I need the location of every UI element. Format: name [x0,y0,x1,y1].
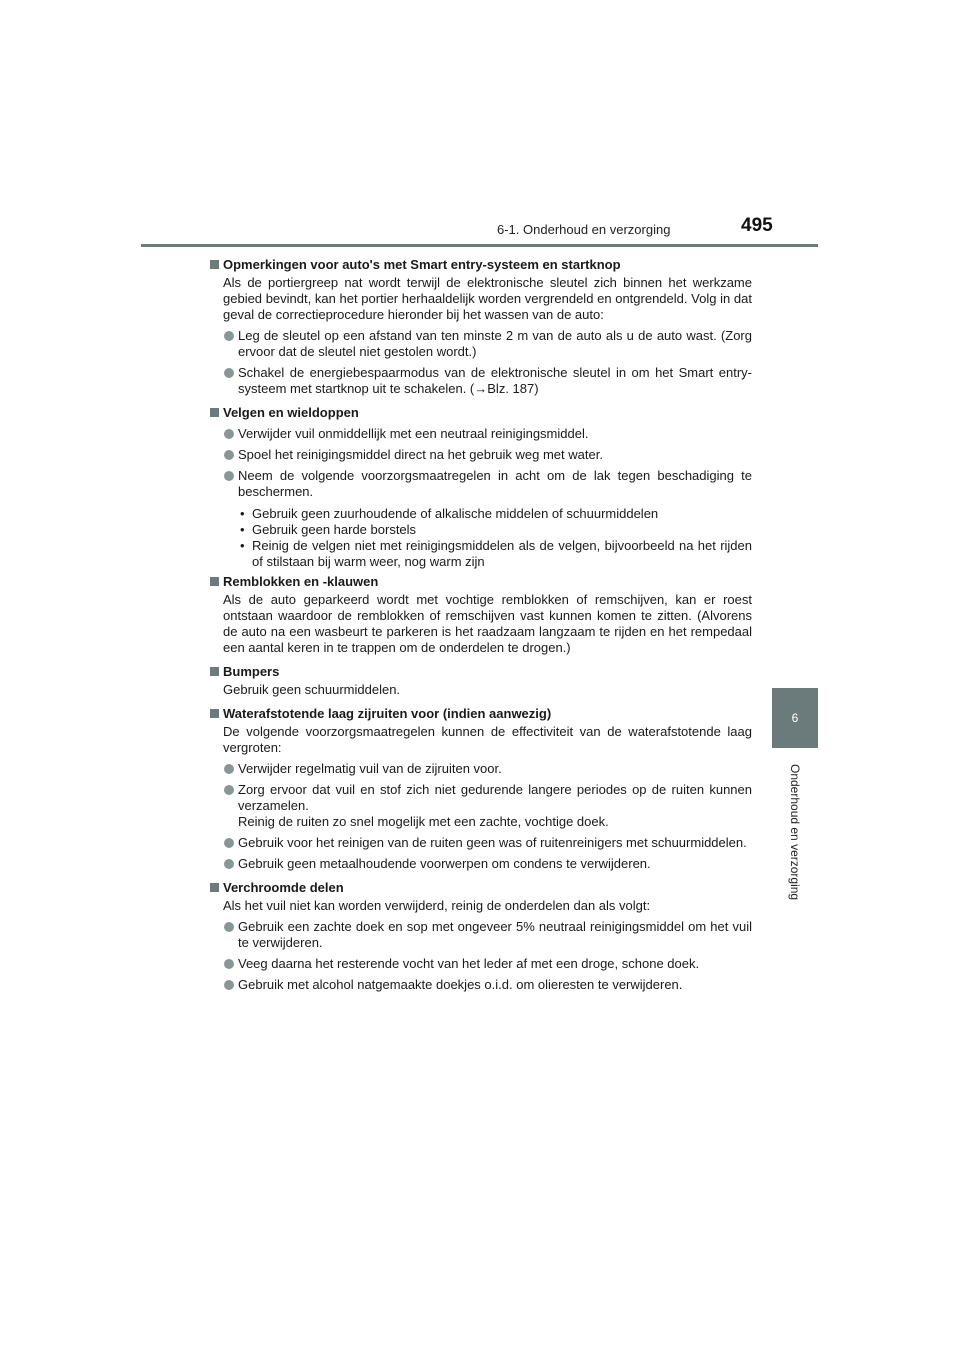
list-item-text: Verwijder regelmatig vuil van de zijruiten voor. [238,761,502,776]
list-item-text: Verwijder vuil onmiddellijk met een neutraal reinigingsmiddel. [238,426,589,441]
section-bumpers-heading [210,664,752,680]
list-item [210,977,752,993]
section-verchroomd-text: Als het vuil niet kan worden verwijderd, reinig de onderdelen dan als volgt: [223,898,651,913]
circle-bullet-icon [224,785,234,795]
sub-list-item [210,522,752,538]
circle-bullet-icon [224,764,234,774]
list-item [210,426,752,442]
list-item-text: Gebruik met alcohol natgemaakte doekjes o.i.d. om olieresten te verwijderen. [238,977,683,992]
sub-list-item [210,538,752,570]
circle-bullet-icon [224,838,234,848]
list-item [210,782,752,830]
list-item-extra-text: Reinig de ruiten zo snel mogelijk met een zachte, vochtige doek. [238,814,609,829]
section-title: Verchroomde delen [223,880,344,895]
sub-list-item-text: Gebruik geen harde borstels [252,522,417,537]
square-bullet-icon [210,408,219,417]
list-item-text: Zorg ervoor dat vuil en stof zich niet gedurende langere periodes op de ruiten kunnen verzamelen. [238,782,752,813]
sub-list-item-text: Reinig de velgen niet met reinigingsmiddelen als de velgen, bijvoorbeeld na het rijden of stilstaan bij warm weer, nog warm zijn [252,538,752,569]
section-title: Remblokken en -klauwen [223,574,379,589]
section-bumpers-text: Gebruik geen schuurmiddelen. [223,682,401,697]
square-bullet-icon [210,667,219,676]
list-item-text: Gebruik voor het reinigen van de ruiten geen was of ruitenreinigers met schuurmiddelen. [238,835,747,850]
running-header-section: 6-1. Onderhoud en verzorging [497,222,671,237]
list-item [210,328,752,360]
dot-marker: • [240,538,245,553]
chapter-tab-title-text: Onderhoud en verzorging [788,763,802,901]
list-item [210,835,752,851]
square-bullet-icon [210,709,219,718]
section-smart-text: Als de portiergreep nat wordt terwijl de elektronische sleutel zich binnen het werkzame gebied bevindt, kan het portier herhaaldelijk worden vergrendeld en ontgrendeld. Volg in dat geval de correctieprocedure hieronder bij het wassen van de auto: [223,275,752,322]
list-item-text: Spoel het reinigingsmiddel direct na het gebruik weg met water. [238,447,603,462]
section-remblokken-heading [210,574,752,590]
circle-bullet-icon [224,471,234,481]
list-item-text: Gebruik een zachte doek en sop met ongeveer 5% neutraal reinigingsmiddel om het vuil te verwijderen. [238,919,752,950]
list-item-text: Schakel de energiebespaarmodus van de elektronische sleutel in om het Smart entry-systeem met startknop uit te schakelen. (→Blz. 187) [238,365,752,396]
list-item [210,447,752,463]
sub-list [210,506,752,570]
list-item-text: Gebruik geen metaalhoudende voorwerpen om condens te verwijderen. [238,856,651,871]
circle-bullet-icon [224,429,234,439]
list-item-text: Neem de volgende voorzorgsmaatregelen in acht om de lak tegen beschadiging te beschermen. [238,468,752,499]
circle-bullet-icon [224,368,234,378]
page-number: 495 [741,215,773,236]
chapter-tab-number: 6 [772,688,818,748]
circle-bullet-icon [224,450,234,460]
list-item [210,856,752,872]
section-waterafstotend-text: De volgende voorzorgsmaatregelen kunnen de effectiviteit van de waterafstotende laag vergroten: [223,724,752,755]
list-item [210,761,752,777]
section-smart-heading [210,257,752,273]
section-title: Bumpers [223,664,280,679]
header-divider [141,244,818,247]
circle-bullet-icon [224,922,234,932]
section-title: Opmerkingen voor auto's met Smart entry-systeem en startknop [223,257,621,272]
list-item [210,468,752,500]
section-waterafstotend-heading [210,706,752,722]
chapter-tab-title [772,758,818,906]
list-item [210,956,752,972]
square-bullet-icon [210,260,219,269]
list-item [210,919,752,951]
page-content [210,253,752,993]
section-title: Waterafstotende laag zijruiten voor (indien aanwezig) [223,706,552,721]
sub-list-item-text: Gebruik geen zuurhoudende of alkalische middelen of schuurmiddelen [252,506,659,521]
list-item-text: Veeg daarna het resterende vocht van het leder af met een droge, schone doek. [238,956,700,971]
square-bullet-icon [210,883,219,892]
section-verchroomd-heading [210,880,752,896]
square-bullet-icon [210,577,219,586]
section-velgen-heading [210,405,752,421]
circle-bullet-icon [224,980,234,990]
list-item-text: Leg de sleutel op een afstand van ten minste 2 m van de auto als u de auto wast. (Zorg ervoor dat de sleutel niet gestolen wordt.) [238,328,752,359]
section-title: Velgen en wieldoppen [223,405,359,420]
circle-bullet-icon [224,331,234,341]
sub-list-item [210,506,752,522]
circle-bullet-icon [224,859,234,869]
dot-marker: • [240,506,245,521]
list-item [210,365,752,397]
dot-marker: • [240,522,245,537]
circle-bullet-icon [224,959,234,969]
section-remblokken-text: Als de auto geparkeerd wordt met vochtige remblokken of remschijven, kan er roest ontstaan waardoor de remblokken of remschijven vast kunnen komen te zitten. (Alvorens de auto na een wasbeurt te parkeren is het raadzaam langzaam te rijden en het rempedaal een aantal keren in te trappen om de onderdelen te drogen.) [223,592,752,655]
